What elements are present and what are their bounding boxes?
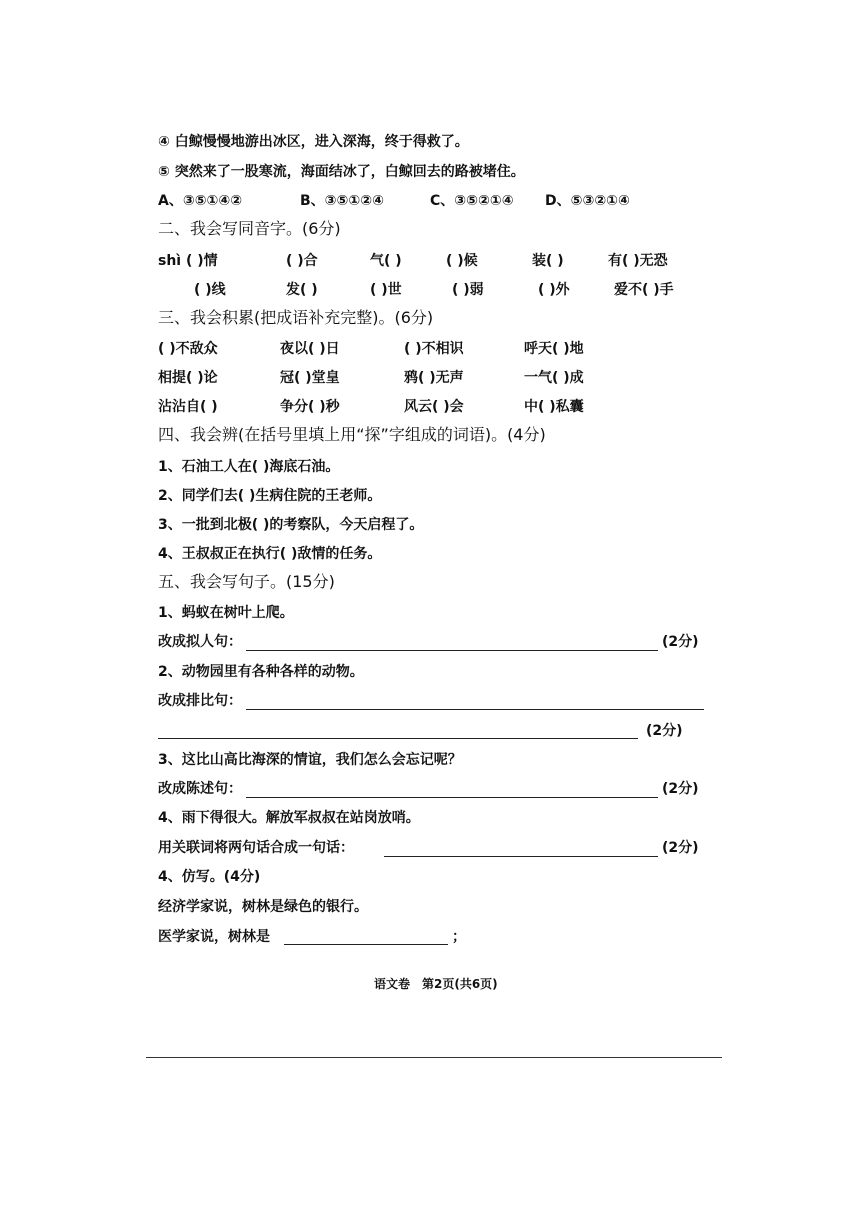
points-label: (2分) xyxy=(646,723,683,739)
answer-line[interactable] xyxy=(158,738,638,739)
answer-line[interactable] xyxy=(384,856,658,857)
choice-d: D、⑤③②①④ xyxy=(545,193,630,209)
sentence-q3-prompt: 改成陈述句： xyxy=(158,781,242,797)
sentence-q3: 3、这比山高比海深的情谊，我们怎么会忘记呢？ xyxy=(158,752,462,768)
sentence-q2: 2、动物园里有各种各样的动物。 xyxy=(158,664,364,680)
page-footer: 语文卷 第2页(共6页) xyxy=(374,977,498,991)
section-4-title: 四、我会辨(在括号里填上用“探”字组成的词语)。(4分) xyxy=(158,425,546,444)
choice-a: A、③⑤①④② xyxy=(158,193,243,209)
imitation-prompt: 医学家说，树林是 xyxy=(158,929,270,945)
homophone-cell: 有( )无恐 xyxy=(608,253,668,269)
answer-line[interactable] xyxy=(246,797,658,798)
idiom-cell: ( )不敌众 xyxy=(158,341,218,357)
idiom-cell: 夜以( )日 xyxy=(280,341,340,357)
homophone-cell: 发( ) xyxy=(286,282,318,298)
answer-line[interactable] xyxy=(246,650,658,651)
sentence-q5: 4、仿写。(4分) xyxy=(158,869,261,885)
section-5-title: 五、我会写句子。(15分) xyxy=(158,572,335,591)
sentence-q1: 1、蚂蚁在树叶上爬。 xyxy=(158,605,294,621)
idiom-cell: 沾沾自( ) xyxy=(158,399,218,415)
section-3-title: 三、我会积累(把成语补充完整)。(6分) xyxy=(158,308,434,327)
idiom-cell: 风云( )会 xyxy=(404,399,464,415)
idiom-cell: 冠( )堂皇 xyxy=(280,370,340,386)
homophone-cell: shì ( )情 xyxy=(158,253,218,269)
homophone-cell: ( )合 xyxy=(286,253,318,269)
points-label: (2分) xyxy=(662,781,699,797)
idiom-cell: 鸦( )无声 xyxy=(404,370,464,386)
fill-item: 4、王叔叔正在执行( )敌情的任务。 xyxy=(158,546,382,562)
homophone-cell: 气( ) xyxy=(370,253,402,269)
imitation-end: ； xyxy=(452,929,466,945)
homophone-cell: ( )候 xyxy=(446,253,478,269)
imitation-example: 经济学家说，树林是绿色的银行。 xyxy=(158,899,368,915)
idiom-cell: 呼天( )地 xyxy=(524,341,584,357)
bottom-divider xyxy=(146,1057,722,1058)
idiom-cell: 争分( )秒 xyxy=(280,399,340,415)
choice-c: C、③⑤②①④ xyxy=(430,193,514,209)
idiom-cell: ( )不相识 xyxy=(404,341,464,357)
fill-item: 1、石油工人在( )海底石油。 xyxy=(158,459,340,475)
homophone-cell: ( )弱 xyxy=(452,282,484,298)
idiom-cell: 中( )私囊 xyxy=(524,399,584,415)
answer-line[interactable] xyxy=(246,709,704,710)
idiom-cell: 相提( )论 xyxy=(158,370,218,386)
sentence-q2-prompt: 改成排比句： xyxy=(158,693,242,709)
homophone-cell: ( )世 xyxy=(370,282,402,298)
answer-line[interactable] xyxy=(284,944,448,945)
homophone-cell: ( )线 xyxy=(194,282,226,298)
sentence-q4-prompt: 用关联词将两句话合成一句话： xyxy=(158,840,354,856)
sentence-q1-prompt: 改成拟人句： xyxy=(158,634,242,650)
points-label: (2分) xyxy=(662,840,699,856)
homophone-cell: 爱不( )手 xyxy=(614,282,674,298)
sentence-q4: 4、雨下得很大。解放军叔叔在站岗放哨。 xyxy=(158,810,420,826)
fill-item: 3、一批到北极( )的考察队，今天启程了。 xyxy=(158,517,424,533)
points-label: (2分) xyxy=(662,634,699,650)
fill-item: 2、同学们去( )生病住院的王老师。 xyxy=(158,488,382,504)
option-item-5: ⑤ 突然来了一股寒流，海面结冰了，白鲸回去的路被堵住。 xyxy=(158,164,525,180)
idiom-cell: 一气( )成 xyxy=(524,370,584,386)
homophone-cell: ( )外 xyxy=(538,282,570,298)
option-item-4: ④ 白鲸慢慢地游出冰区，进入深海，终于得救了。 xyxy=(158,134,469,150)
section-2-title: 二、我会写同音字。(6分) xyxy=(158,219,341,238)
choice-b: B、③⑤①②④ xyxy=(300,193,384,209)
homophone-cell: 装( ) xyxy=(532,253,564,269)
